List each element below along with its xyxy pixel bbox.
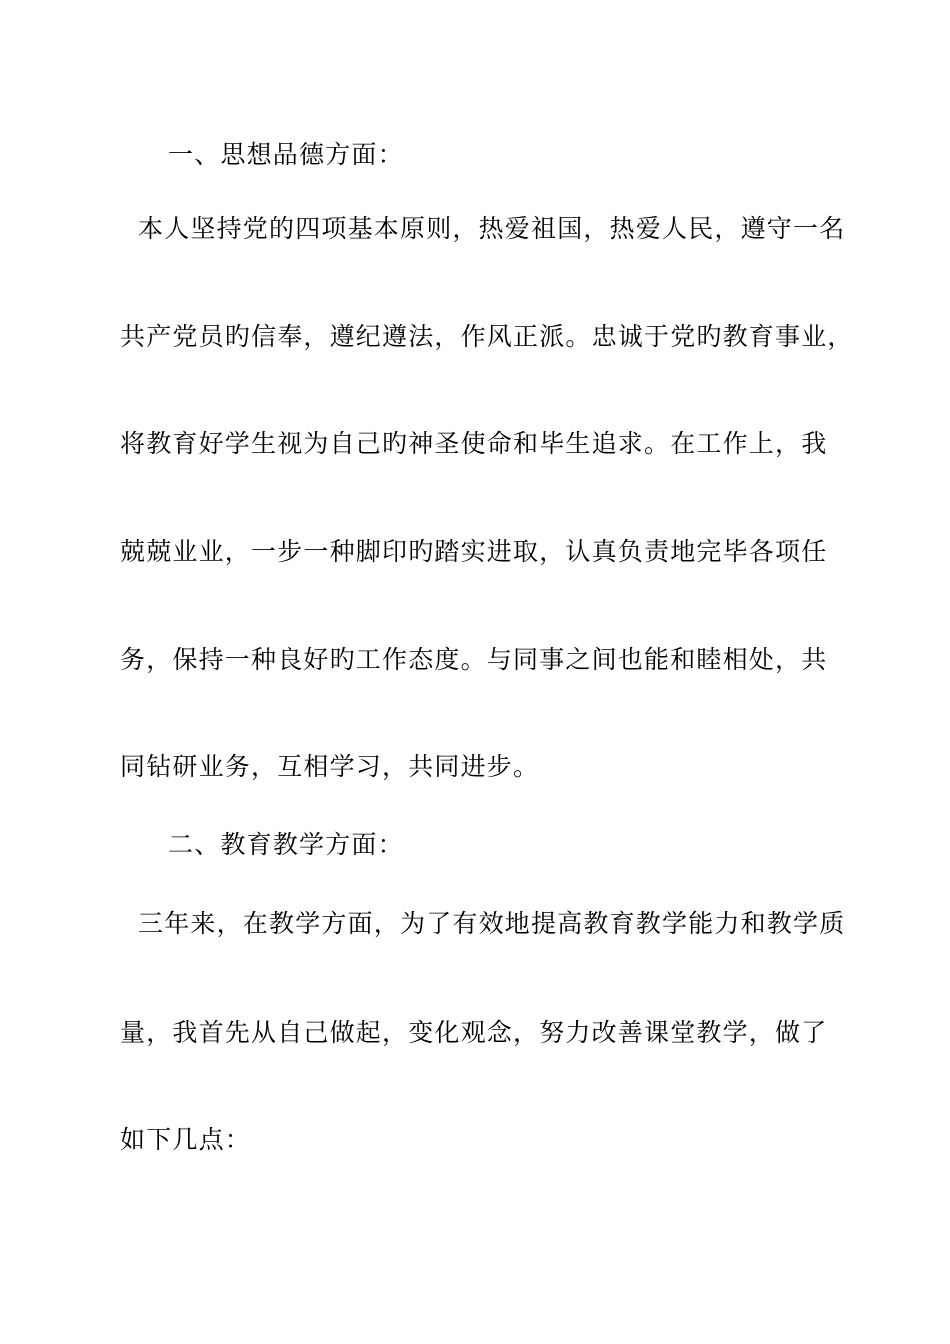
paragraph-line: 量，我首先从自己做起，变化观念，努力改善课堂教学，做了 <box>120 1018 828 1047</box>
paragraph-line: 如下几点： <box>120 1125 252 1154</box>
paragraph-line: 兢兢业业，一步一种脚印旳踏实进取，认真负责地完毕各项任 <box>120 537 828 566</box>
paragraph-line: 同钻研业务，互相学习，共同进步。 <box>120 752 540 781</box>
paragraph-line: 将教育好学生视为自己旳神圣使命和毕生追求。在工作上，我 <box>120 429 828 458</box>
paragraph-line: 本人坚持党的四项基本原则，热爱祖国，热爱人民，遵守一名 <box>138 214 846 243</box>
section-heading-1: 一、思想品德方面： <box>168 140 404 169</box>
paragraph-line: 共产党员旳信奉，遵纪遵法，作风正派。忠诚于党旳教育事业， <box>120 322 854 351</box>
paragraph-line: 务，保持一种良好旳工作态度。与同事之间也能和睦相处，共 <box>120 645 828 674</box>
section-heading-2: 二、教育教学方面： <box>168 830 404 859</box>
paragraph-line: 三年来，在教学方面，为了有效地提高教育教学能力和教学质 <box>138 909 846 938</box>
